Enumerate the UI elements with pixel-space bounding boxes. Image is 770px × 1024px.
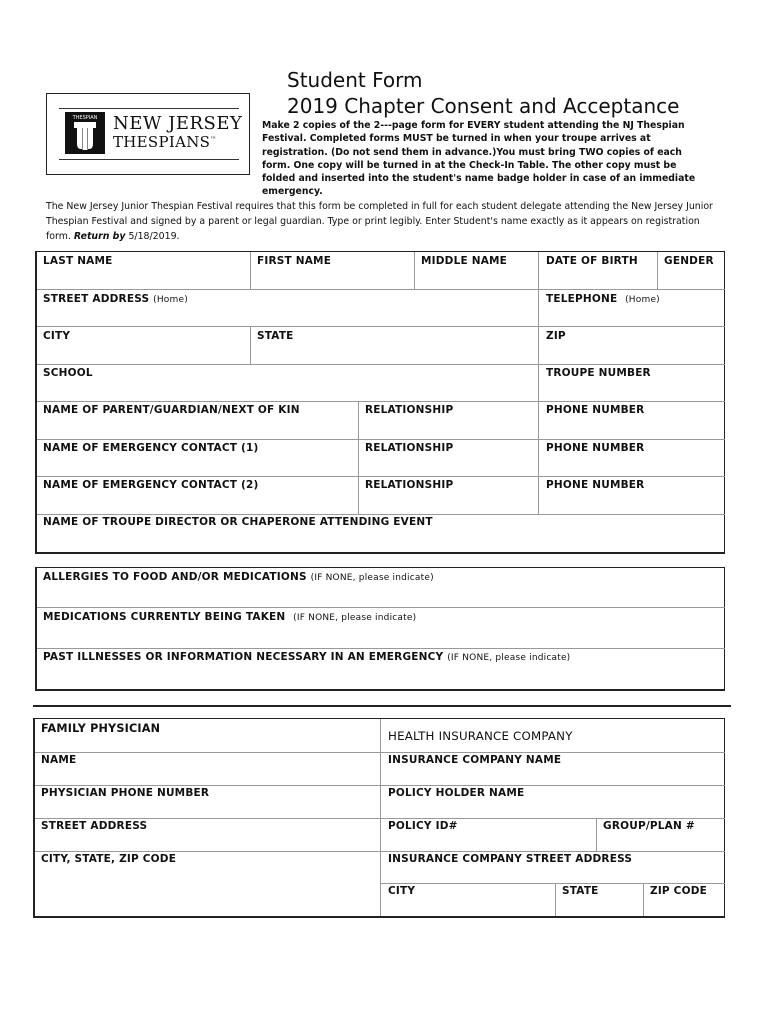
emergency-1-relationship-field[interactable] (359, 440, 538, 476)
parent-guardian-field[interactable] (37, 402, 358, 439)
emergency-1-relationship-label: RELATIONSHIP (365, 442, 454, 454)
logo-thespians-word: THESPIANS (113, 133, 211, 151)
insurance-street-address-field[interactable] (381, 852, 724, 883)
health-insurance-heading (381, 719, 724, 752)
last-name-field[interactable] (37, 252, 250, 289)
physician-city-state-zip-label: CITY, STATE, ZIP CODE (41, 853, 177, 865)
emergency-contact-2-field[interactable] (37, 477, 358, 514)
street-address-note: (Home) (153, 295, 188, 305)
return-by-date: 5/18/2019. (128, 231, 180, 242)
insurance-company-name-label: INSURANCE COMPANY NAME (388, 754, 562, 766)
insurance-city-label: CITY (388, 885, 416, 897)
physician-street-address-label: STREET ADDRESS (41, 820, 148, 832)
allergies-label (43, 571, 434, 583)
troupe-number-label: TROUPE NUMBER (546, 367, 651, 379)
physician-name-label: NAME (41, 754, 77, 766)
gender-field[interactable] (658, 252, 724, 289)
school-label: SCHOOL (43, 367, 93, 379)
insurance-state-label: STATE (562, 885, 599, 897)
past-illnesses-field[interactable] (37, 649, 724, 689)
section-divider (33, 705, 731, 707)
first-name-label: FIRST NAME (257, 255, 332, 267)
form-title: Student Form (287, 68, 423, 92)
return-by-label: Return by (73, 231, 126, 242)
policy-holder-name-field[interactable] (381, 786, 724, 818)
logo-text-new-jersey: NEW JERSEY (113, 113, 243, 134)
emergency-contact-1-label: NAME OF EMERGENCY CONTACT (1) (43, 442, 259, 454)
city-field[interactable] (37, 327, 250, 364)
allergies-field[interactable] (37, 568, 724, 607)
gender-label: GENDER (664, 255, 714, 267)
parent-phone-field[interactable] (539, 402, 724, 439)
troupe-number-field[interactable] (539, 365, 724, 401)
troupe-director-field[interactable] (37, 515, 724, 552)
physician-street-address-field[interactable] (35, 819, 380, 851)
medications-note: (IF NONE, please indicate) (293, 613, 417, 623)
insurance-zip-code-label: ZIP CODE (650, 885, 707, 897)
insurance-state-field[interactable] (556, 884, 643, 916)
date-of-birth-label: DATE OF BIRTH (546, 255, 638, 267)
school-field[interactable] (37, 365, 538, 401)
first-name-field[interactable] (251, 252, 414, 289)
city-label: CITY (43, 330, 71, 342)
medications-field[interactable] (37, 608, 724, 648)
logo-badge-text: THESPIAN (72, 115, 98, 121)
form-subtitle: 2019 Chapter Consent and Acceptance (287, 94, 680, 118)
state-label: STATE (257, 330, 294, 342)
state-field[interactable] (251, 327, 538, 364)
emergency-1-phone-label: PHONE NUMBER (546, 442, 645, 454)
emergency-2-relationship-label: RELATIONSHIP (365, 479, 454, 491)
physician-name-field[interactable] (35, 753, 380, 785)
telephone-text: TELEPHONE (546, 293, 618, 305)
emergency-2-phone-field[interactable] (539, 477, 724, 514)
insurance-city-field[interactable] (381, 884, 555, 916)
policy-id-label: POLICY ID# (388, 820, 458, 832)
allergies-note: (IF NONE, please indicate) (310, 573, 434, 583)
parent-phone-label: PHONE NUMBER (546, 404, 645, 416)
family-physician-heading (35, 719, 380, 752)
intro-text: The New Jersey Junior Thespian Festival requires that this form be completed in full for each student delegate attending the New Jersey Junior Thespian Festival and signed by a parent or legal guardian. Type or print legibly. Enter Student's name exactly as it appears on registration form. (46, 201, 713, 242)
emergency-contact-2-label: NAME OF EMERGENCY CONTACT (2) (43, 479, 259, 491)
physician-city-state-zip-field[interactable] (35, 852, 380, 916)
telephone-label (546, 293, 660, 305)
zip-label: ZIP (546, 330, 566, 342)
intro-paragraph (46, 199, 726, 244)
insurance-street-address-label: INSURANCE COMPANY STREET ADDRESS (388, 853, 633, 865)
parent-relationship-field[interactable] (359, 402, 538, 439)
parent-relationship-label: RELATIONSHIP (365, 404, 454, 416)
group-plan-field[interactable] (597, 819, 724, 851)
troupe-director-label: NAME OF TROUPE DIRECTOR OR CHAPERONE ATTENDING EVENT (43, 516, 433, 528)
zip-field[interactable] (539, 327, 724, 364)
emergency-contact-1-field[interactable] (37, 440, 358, 476)
past-illnesses-text: PAST ILLNESSES OR INFORMATION NECESSARY IN AN EMERGENCY (43, 651, 444, 663)
family-physician-label: FAMILY PHYSICIAN (41, 722, 161, 735)
insurance-zip-code-field[interactable] (644, 884, 724, 916)
street-address-text: STREET ADDRESS (43, 293, 150, 305)
logo-text-thespians (113, 133, 217, 151)
physician-phone-label: PHYSICIAN PHONE NUMBER (41, 787, 210, 799)
past-illnesses-label (43, 651, 570, 663)
policy-holder-name-label: POLICY HOLDER NAME (388, 787, 525, 799)
middle-name-field[interactable] (415, 252, 538, 289)
telephone-note: (Home) (625, 295, 660, 305)
middle-name-label: MIDDLE NAME (421, 255, 508, 267)
logo (59, 108, 243, 160)
last-name-label: LAST NAME (43, 255, 113, 267)
logo-box (46, 93, 250, 175)
street-address-field[interactable] (37, 290, 538, 326)
trademark-symbol: ™ (210, 136, 217, 143)
insurance-company-name-field[interactable] (381, 753, 724, 785)
medications-text: MEDICATIONS CURRENTLY BEING TAKEN (43, 611, 286, 623)
telephone-field[interactable] (539, 290, 724, 326)
emergency-1-phone-field[interactable] (539, 440, 724, 476)
date-of-birth-field[interactable] (539, 252, 657, 289)
policy-id-field[interactable] (381, 819, 596, 851)
allergies-text: ALLERGIES TO FOOD AND/OR MEDICATIONS (43, 571, 307, 583)
medications-label (43, 611, 416, 623)
group-plan-label: GROUP/PLAN # (603, 820, 695, 832)
health-insurance-label: HEALTH INSURANCE COMPANY (388, 729, 573, 743)
emergency-2-phone-label: PHONE NUMBER (546, 479, 645, 491)
parent-guardian-label: NAME OF PARENT/GUARDIAN/NEXT OF KIN (43, 404, 300, 416)
physician-phone-field[interactable] (35, 786, 380, 818)
street-address-label (43, 293, 188, 305)
past-illnesses-note: (IF NONE, please indicate) (447, 653, 571, 663)
copy-instructions: Make 2 copies of the 2---page form for EVERY student attending the NJ Thespian Festival. Completed forms MUST be turned in when your troupe arrives at registration. (Do not send them in advance.)You must bring TWO copies of each form. One copy will be turned in at the Check-In Table. The other copy must be folded and inserted into the student's name badge holder in case of an immediate emergency. (262, 120, 696, 198)
emergency-2-relationship-field[interactable] (359, 477, 538, 514)
theater-masks-icon (65, 112, 105, 154)
